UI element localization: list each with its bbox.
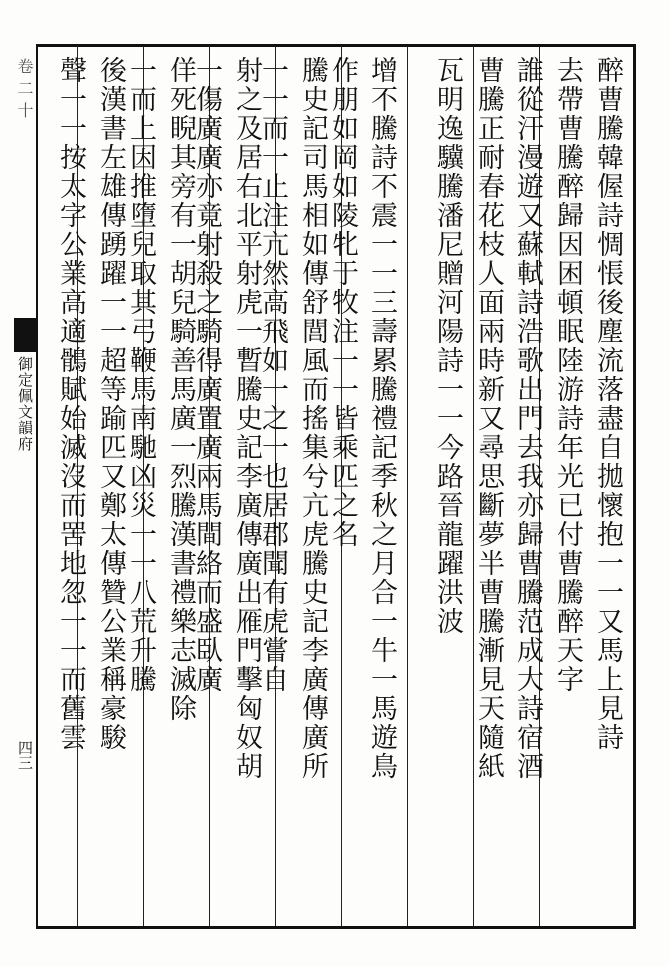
text-column-13: 一而上因推墮兒取其弓鞭馬南馳凶災一一八荒升騰: [125, 56, 156, 694]
text-column-14: 後漢書左雄傳踴躍一一超等踰匹又鄭太傳贊公業稱豪駿: [95, 56, 126, 752]
frame-right-border: [633, 44, 636, 929]
margin-book-title: 御定佩文韻府: [16, 356, 34, 452]
text-column-4: 曹騰正耐春花枝人面兩時新又尋思斷夢半曹騰漸見天隨紙: [473, 56, 504, 781]
frame-bottom-border: [36, 926, 636, 929]
margin-fishtail-mark: [14, 318, 36, 352]
text-column-5: 瓦明逸驥騰潘尼贈河陽詩一一今路晉龍躍洪波: [432, 56, 463, 636]
column-rule: [407, 46, 408, 926]
text-column-8: 騰史記司馬相如傳舒閭風而搖集兮亢虎騰史記李廣傳廣所: [297, 56, 328, 781]
text-column-15: 聲一一按太字公業高適鶻賦始滅沒而罟地忽一一而舊雲: [55, 56, 86, 752]
text-column-3: 誰從汗漫遊又蘇軾詩浩歌出門去我亦歸曹騰范成大詩宿酒: [512, 56, 543, 781]
text-column-7: 作朋如岡如陵牝于牧注一一皆乘匹之名: [327, 56, 358, 549]
margin-volume-label: 卷二十: [15, 58, 34, 124]
text-column-6: 增不騰詩不震一一三壽累騰禮記季秋之月合一牛一馬遊鳥: [366, 56, 397, 781]
text-column-12: 佯死睨其旁有一胡兒騎善馬廣一烈騰漢書禮樂志滅除: [165, 56, 196, 723]
text-column-2: 去帶曹騰醉歸因困頓眠陸游詩年光已付曹騰醉天字: [552, 56, 583, 694]
margin-page-number: 四三: [16, 740, 34, 770]
text-column-10: 射之及居右北平射虎一暫騰史記李廣傳廣出雁門擊匈奴胡: [231, 56, 262, 781]
frame-top-border: [36, 44, 636, 47]
text-column-9: 一一而一止注亢然高飛如一之一也居郡聞有虎嘗自: [257, 56, 288, 694]
margin-strip: [14, 44, 36, 929]
frame-left-border: [36, 44, 38, 929]
text-column-11: 一傷廣廣亦竟射殺之騎得廣置廣兩馬間絡而盛臥廣: [191, 56, 222, 694]
text-column-1: 醉曹騰韓偓詩惆悵後塵流落盡自拋懷抱一一又馬上見詩: [592, 56, 623, 752]
